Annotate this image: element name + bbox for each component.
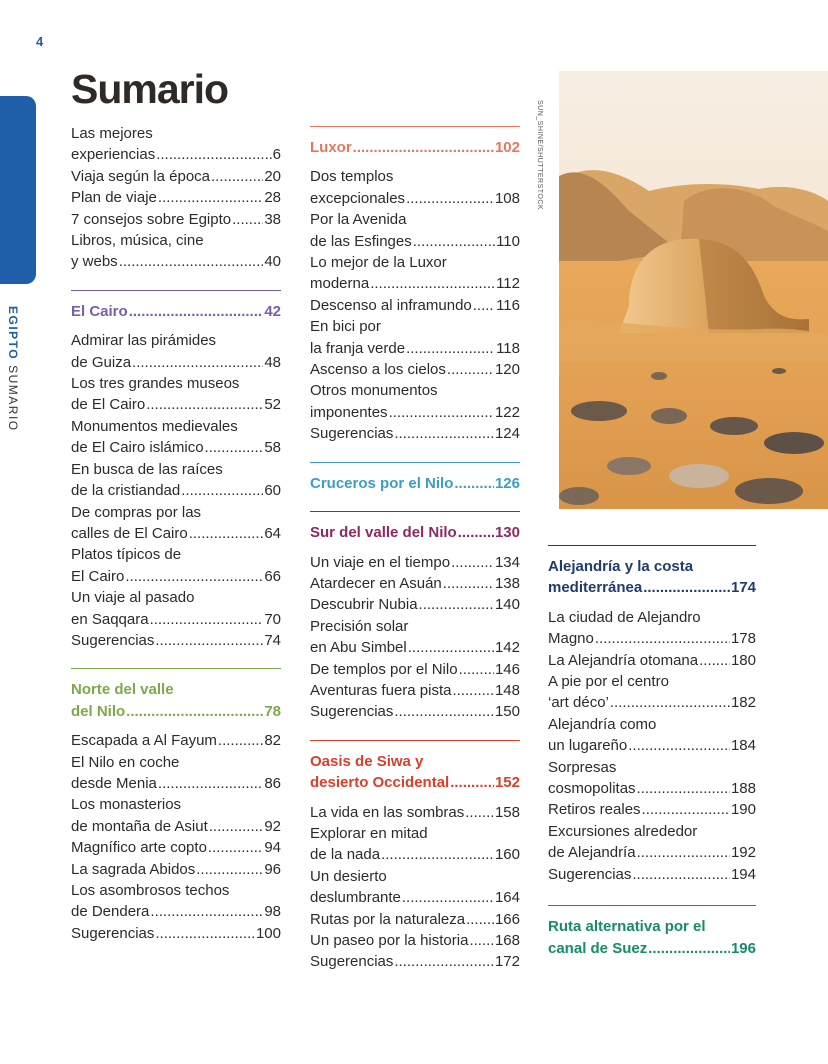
toc-entry-libros[interactable]: [71, 230, 281, 273]
entry-page: 96: [264, 860, 281, 878]
dot-leader: [447, 359, 494, 380]
dot-leader: [158, 187, 263, 208]
toc-entry[interactable]: [310, 701, 520, 722]
toc-entry[interactable]: [548, 607, 756, 650]
dot-leader: [394, 951, 494, 972]
entry-page: 6: [272, 146, 281, 164]
toc-entry[interactable]: [71, 544, 281, 587]
entry-page: 178: [730, 630, 756, 648]
entry-page: 82: [264, 732, 281, 750]
dot-leader: [406, 338, 495, 359]
entry-line: Platos típicos de: [71, 546, 182, 564]
entry-line: de montaña de Asiut: [71, 817, 208, 835]
dot-leader: [452, 680, 493, 701]
dot-leader: [473, 295, 495, 316]
entry-line: de la nada: [310, 846, 381, 864]
entry-page: 58: [264, 439, 281, 457]
dot-leader: [232, 209, 263, 230]
entry-line: la franja verde: [310, 339, 406, 357]
entry-page: 134: [494, 553, 520, 571]
toc-column-1: [71, 123, 281, 944]
entry-line: de la cristiandad: [71, 482, 181, 500]
entry-page: 48: [264, 353, 281, 371]
toc-entry[interactable]: [310, 423, 520, 444]
toc-entry[interactable]: [71, 330, 281, 373]
entry-line: calles de El Cairo: [71, 524, 188, 542]
entry-line: Sugerencias: [548, 865, 632, 883]
dot-leader: [126, 701, 263, 722]
toc-entry[interactable]: [71, 730, 281, 751]
entry-page: 142: [494, 639, 520, 657]
entry-line: imponentes: [310, 403, 388, 421]
entry-page: 166: [494, 910, 520, 928]
dot-leader: [419, 594, 494, 615]
entry-line: Precisión solar: [310, 617, 409, 635]
section-page: 152: [494, 774, 520, 792]
dot-leader: [459, 659, 494, 680]
section-heading-cairo[interactable]: [71, 290, 281, 322]
entry-line: Aventuras fuera pista: [310, 681, 452, 699]
dot-leader: [632, 864, 730, 885]
entry-line: de Guiza: [71, 353, 132, 371]
dot-leader: [389, 402, 494, 423]
dot-leader: [156, 144, 271, 165]
toc-entry[interactable]: [310, 359, 520, 380]
toc-entry[interactable]: [310, 316, 520, 359]
entry-line: Retiros reales: [548, 801, 641, 819]
entry-page: 160: [494, 846, 520, 864]
section-page: 78: [264, 702, 281, 720]
entry-line: Un desierto: [310, 867, 387, 885]
entry-line: Alejandría como: [548, 715, 657, 733]
section-heading-suez[interactable]: [548, 905, 756, 959]
entry-line: Un viaje al pasado: [71, 589, 195, 607]
entry-page: 184: [730, 737, 756, 755]
toc-entry[interactable]: [71, 587, 281, 630]
dot-leader: [451, 552, 494, 573]
entry-line: Explorar en mitad: [310, 824, 428, 842]
photo-credit: SUN_SHINE/SHUTTERSTOCK: [536, 100, 543, 211]
toc-entry[interactable]: [310, 380, 520, 423]
entry-page: 64: [264, 524, 281, 542]
entry-page: 124: [494, 425, 520, 443]
entry-line: un lugareño: [548, 737, 628, 755]
desert-photo-art: [559, 71, 828, 509]
section-title: Luxor: [310, 139, 352, 156]
entry-page: 192: [730, 844, 756, 862]
dot-leader: [699, 650, 730, 671]
dot-leader: [196, 859, 263, 880]
entry-line: de las Esfinges: [310, 232, 412, 250]
entry-page: 66: [264, 567, 281, 585]
entry-page: 112: [496, 275, 520, 293]
entry-page: 164: [494, 889, 520, 907]
dot-leader: [466, 909, 494, 930]
entry-line: cosmopolitas: [548, 780, 636, 798]
entry-line: Rutas por la naturaleza: [310, 910, 466, 928]
entry-line: Un viaje en el tiempo: [310, 553, 451, 571]
dot-leader: [628, 735, 730, 756]
entry-page: 120: [494, 361, 520, 379]
entry-page: 158: [494, 803, 520, 821]
dot-leader: [458, 522, 494, 543]
entry-line: de El Cairo: [71, 396, 146, 414]
section-title: Oasis de Siwa y: [310, 752, 424, 770]
section-page: 126: [494, 474, 520, 492]
suez-section: [548, 905, 756, 959]
toc-entry-plan[interactable]: [71, 187, 281, 208]
entry-line: El Nilo en coche: [71, 753, 180, 771]
page-title: Sumario: [71, 66, 229, 112]
toc-entry[interactable]: [548, 821, 756, 864]
toc-entry[interactable]: [548, 757, 756, 800]
entry-line: A pie por el centro: [548, 673, 669, 691]
dot-leader: [406, 188, 494, 209]
toc-entry[interactable]: [71, 880, 281, 923]
entry-line: en Saqqara: [71, 610, 149, 628]
dot-leader: [211, 166, 263, 187]
entry-line: La ciudad de Alejandro: [548, 608, 701, 626]
dot-leader: [129, 301, 264, 322]
entry-line: Sugerencias: [310, 703, 394, 721]
dot-leader: [643, 577, 730, 598]
entry-line: Lo mejor de la Luxor: [310, 254, 447, 272]
entry-line: La Alejandría otomana: [548, 651, 699, 669]
dot-leader: [465, 802, 494, 823]
section-heading-alexandria[interactable]: [548, 545, 756, 599]
entry-page: 146: [494, 660, 520, 678]
dot-leader: [158, 773, 263, 794]
entry-page: 38: [264, 210, 281, 228]
entry-page: 94: [264, 839, 281, 857]
section-page: 174: [730, 579, 756, 597]
entry-page: 20: [264, 167, 281, 185]
entry-page: 60: [264, 482, 281, 500]
toc-entry[interactable]: [310, 930, 520, 951]
entry-line: Otros monumentos: [310, 382, 438, 400]
section-page: 102: [494, 139, 520, 156]
entry-line: Atardecer en Asuán: [310, 574, 442, 592]
entry-page: 86: [264, 774, 281, 792]
toc-entry[interactable]: [71, 752, 281, 795]
entry-line: Sugerencias: [310, 953, 394, 971]
section-title: canal de Suez: [548, 939, 648, 957]
dot-leader: [450, 772, 494, 793]
entry-page: 28: [264, 189, 281, 207]
entry-line: Plan de viaje: [71, 189, 157, 207]
dot-leader: [181, 480, 263, 501]
toc-entry[interactable]: [71, 459, 281, 502]
dot-leader: [413, 231, 495, 252]
dot-leader: [610, 692, 730, 713]
toc-entry[interactable]: [310, 659, 520, 680]
dot-leader: [454, 473, 494, 494]
dot-leader: [637, 842, 730, 863]
entry-line: De templos por el Nilo: [310, 660, 458, 678]
entry-line: Libros, música, cine: [71, 232, 204, 250]
entry-page: 168: [494, 932, 520, 949]
entry-line: Escapada a Al Fayum: [71, 732, 217, 750]
dot-leader: [155, 923, 255, 944]
entry-line: Un paseo por la historia: [310, 932, 469, 949]
section-heading-south-nile[interactable]: [310, 511, 520, 543]
entry-line: deslumbrante: [310, 889, 401, 907]
dot-leader: [218, 730, 263, 751]
entry-page: 52: [264, 396, 281, 414]
toc-entry[interactable]: [71, 923, 281, 944]
entry-line: Sugerencias: [71, 631, 155, 649]
entry-page: 150: [494, 703, 520, 721]
toc-entry[interactable]: [310, 209, 520, 252]
siwa-section: [310, 740, 520, 973]
dot-leader: [595, 628, 730, 649]
section-page: 130: [494, 524, 520, 542]
desert-photo: [559, 71, 828, 509]
toc-column-3: [548, 545, 756, 959]
toc-entry[interactable]: [548, 671, 756, 714]
entry-page: 122: [494, 403, 520, 421]
entry-page: 140: [494, 596, 520, 614]
entry-page: 188: [730, 780, 756, 798]
toc-entry[interactable]: [71, 630, 281, 651]
section-heading-siwa[interactable]: [310, 740, 520, 794]
toc-entry[interactable]: [71, 794, 281, 837]
entry-line: ‘art déco’: [548, 694, 609, 712]
entry-line: Magno: [548, 630, 594, 648]
entry-page: 108: [494, 189, 520, 207]
dot-leader: [642, 799, 730, 820]
toc-entry-experiencias[interactable]: [71, 123, 281, 166]
toc-entry[interactable]: [310, 909, 520, 930]
alexandria-section: [548, 545, 756, 885]
section-page: 196: [730, 939, 756, 957]
dot-leader: [119, 251, 264, 272]
entry-line: en Abu Simbel: [310, 639, 407, 657]
dot-leader: [132, 352, 263, 373]
toc-entry[interactable]: [310, 166, 520, 209]
dot-leader: [155, 630, 263, 651]
dot-leader: [189, 523, 264, 544]
side-label-country: EGIPTO: [6, 306, 20, 361]
section-page: 42: [264, 302, 281, 320]
side-tab: [0, 96, 36, 284]
entry-line: En bici por: [310, 318, 381, 336]
entry-line: Magnífico arte copto: [71, 839, 207, 857]
section-title: El Cairo: [71, 302, 128, 320]
toc-entry[interactable]: [310, 680, 520, 701]
entry-line: Viaja según la época: [71, 167, 210, 185]
toc-entry-consejos[interactable]: [71, 209, 281, 230]
entry-line: Los monasterios: [71, 796, 182, 814]
dot-leader: [125, 566, 263, 587]
entry-line: Monumentos medievales: [71, 417, 238, 435]
entry-page: 190: [730, 801, 756, 819]
section-title: Sur del valle del Nilo: [310, 524, 457, 542]
dot-leader: [208, 837, 263, 858]
entry-line: Las mejores: [71, 125, 153, 142]
entry-line: desde Menia: [71, 774, 157, 792]
toc-entry[interactable]: [310, 295, 520, 316]
entry-page: 92: [264, 817, 281, 835]
section-heading-luxor[interactable]: [310, 126, 520, 158]
side-label: [6, 306, 20, 432]
entry-page: 172: [494, 953, 520, 971]
toc-entry[interactable]: [548, 714, 756, 757]
dot-leader: [469, 930, 494, 951]
section-heading-cruises[interactable]: [310, 462, 520, 494]
dot-leader: [150, 901, 263, 922]
entry-line: De compras por las: [71, 503, 202, 521]
entry-line: Descubrir Nubia: [310, 596, 418, 614]
toc-column-2: [310, 126, 520, 973]
entry-line: Sugerencias: [310, 425, 394, 443]
section-title: del Nilo: [71, 702, 126, 720]
dot-leader: [146, 394, 263, 415]
toc-entry[interactable]: [71, 502, 281, 545]
entry-line: La sagrada Abidos: [71, 860, 196, 878]
dot-leader: [394, 701, 494, 722]
toc-entry[interactable]: [548, 864, 756, 885]
toc-entry[interactable]: [310, 802, 520, 823]
entry-line: moderna: [310, 275, 370, 293]
entry-page: 194: [730, 865, 756, 883]
entry-line: Los asombrosos techos: [71, 882, 230, 899]
dot-leader: [370, 273, 495, 294]
toc-entry[interactable]: [310, 616, 520, 659]
toc-entry[interactable]: [310, 823, 520, 866]
toc-entry[interactable]: [548, 799, 756, 820]
dot-leader: [648, 938, 730, 959]
toc-entry[interactable]: [310, 951, 520, 972]
entry-line: 7 consejos sobre Egipto: [71, 210, 232, 228]
entry-page: 110: [496, 232, 520, 250]
toc-entry[interactable]: [71, 859, 281, 880]
dot-leader: [381, 844, 494, 865]
entry-line: Dos templos: [310, 168, 394, 186]
entry-line: Sugerencias: [71, 924, 155, 942]
entry-line: excepcionales: [310, 189, 406, 207]
entry-line: El Cairo: [71, 567, 125, 585]
entry-page: 98: [264, 903, 281, 921]
toc-entry[interactable]: [310, 866, 520, 909]
entry-page: 100: [255, 924, 281, 942]
south-nile-section: [310, 511, 520, 723]
toc-entry[interactable]: [71, 373, 281, 416]
intro-section: [71, 123, 281, 273]
entry-line: Los tres grandes museos: [71, 375, 240, 393]
entry-line: experiencias: [71, 146, 156, 164]
dot-leader: [394, 423, 494, 444]
dot-leader: [150, 609, 264, 630]
entry-line: y webs: [71, 253, 118, 271]
luxor-section: [310, 126, 520, 445]
entry-line: de Dendera: [71, 903, 150, 921]
section-title: desierto Occidental: [310, 774, 450, 792]
toc-entry-epoca[interactable]: [71, 166, 281, 187]
toc-entry[interactable]: [71, 837, 281, 858]
entry-line: de Alejandría: [548, 844, 636, 862]
section-title: Cruceros por el Nilo: [310, 474, 454, 492]
dot-leader: [402, 887, 494, 908]
entry-line: Excursiones alrededor: [548, 822, 698, 840]
entry-line: Ascenso a los cielos: [310, 361, 446, 379]
section-title: Ruta alternativa por el: [548, 918, 706, 936]
entry-line: La vida en las sombras: [310, 803, 465, 821]
dot-leader: [353, 137, 494, 158]
dot-leader: [408, 637, 494, 658]
section-heading-north-nile[interactable]: [71, 668, 281, 722]
toc-entry[interactable]: [71, 416, 281, 459]
entry-page: 74: [264, 631, 281, 649]
entry-line: de El Cairo islámico: [71, 439, 204, 457]
section-title: Norte del valle: [71, 681, 174, 699]
entry-page: 148: [494, 681, 520, 699]
entry-page: 182: [730, 694, 756, 712]
entry-page: 138: [494, 574, 520, 592]
toc-entry[interactable]: [310, 573, 520, 594]
north-nile-section: [71, 668, 281, 944]
toc-entry[interactable]: [310, 552, 520, 573]
toc-entry[interactable]: [310, 252, 520, 295]
entry-line: Sorpresas: [548, 758, 617, 776]
entry-page: 40: [264, 253, 281, 271]
toc-entry[interactable]: [548, 650, 756, 671]
toc-entry[interactable]: [310, 594, 520, 615]
dot-leader: [443, 573, 494, 594]
entry-page: 118: [496, 339, 520, 357]
entry-line: En busca de las raíces: [71, 460, 223, 478]
entry-line: Por la Avenida: [310, 211, 407, 229]
dot-leader: [205, 437, 264, 458]
side-label-section: SUMARIO: [6, 365, 20, 432]
entry-page: 70: [264, 610, 281, 628]
entry-page: 116: [496, 296, 520, 314]
section-title: mediterránea: [548, 579, 643, 597]
entry-line: Descenso al inframundo: [310, 296, 472, 314]
cruises-section: [310, 462, 520, 494]
page-number: 4: [36, 34, 44, 49]
dot-leader: [209, 816, 264, 837]
entry-line: Admirar las pirámides: [71, 332, 217, 350]
cairo-section: [71, 290, 281, 652]
section-title: Alejandría y la costa: [548, 558, 694, 575]
dot-leader: [637, 778, 730, 799]
entry-page: 180: [730, 651, 756, 669]
